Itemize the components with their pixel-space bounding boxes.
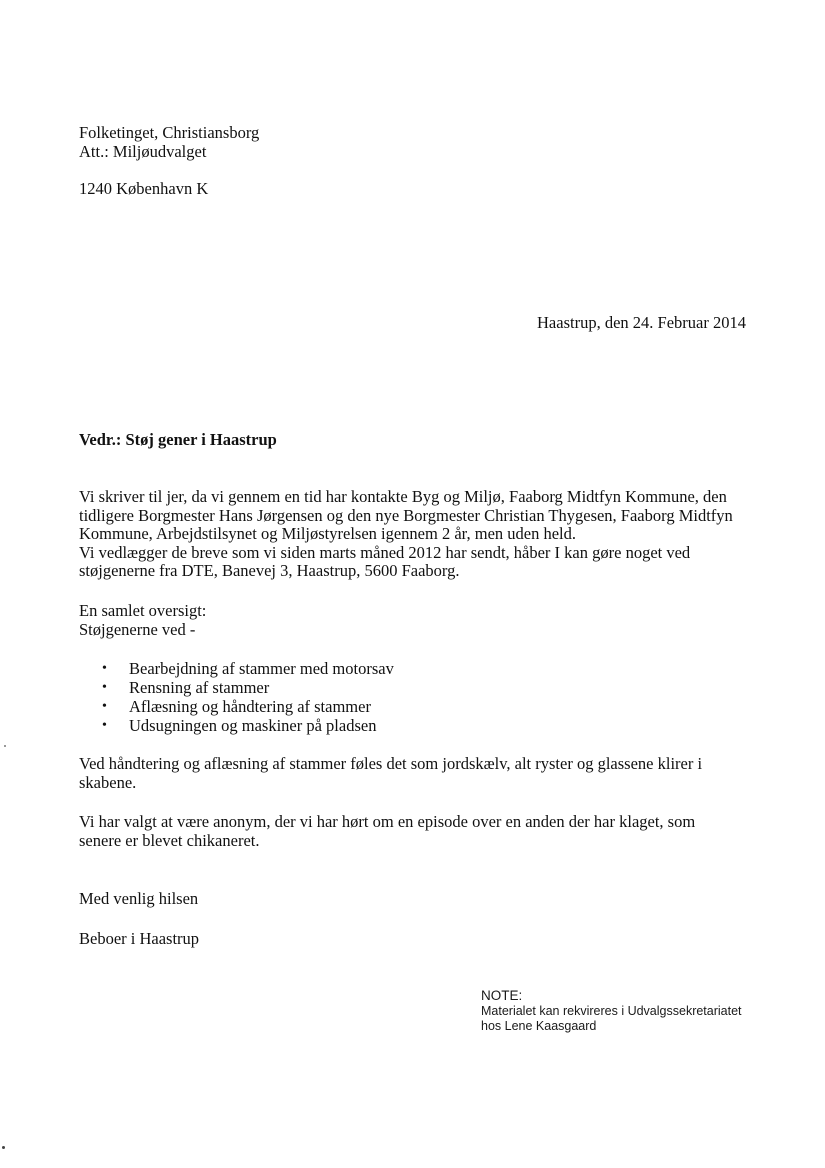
bullet-icon: • <box>102 718 107 733</box>
note-line: Materialet kan rekvireres i Udvalgssekretariatet <box>481 1003 742 1018</box>
paragraph-line: Vi vedlægger de breve som vi siden marts måned 2012 har sendt, håber I kan gøre noget ved <box>79 542 691 562</box>
paragraph-line: senere er blevet chikaneret. <box>79 830 260 850</box>
postal-address: 1240 København K <box>79 179 209 198</box>
recipient-line: Folketinget, Christiansborg <box>79 123 260 142</box>
paragraph-line: Vi har valgt at være anonym, der vi har hørt om en episode over en anden der har klaget, som <box>79 812 696 831</box>
paragraph-intro <box>79 487 733 580</box>
list-item-text: Bearbejdning af stammer med motorsav <box>129 659 394 678</box>
paragraph-line: Ved håndtering og aflæsning af stammer føles det som jordskælv, alt ryster og glassene klirer i <box>79 754 703 773</box>
paragraph-overview <box>79 601 206 638</box>
letter-signature: Beboer i Haastrup <box>79 929 200 948</box>
note-line: hos Lene Kaasgaard <box>481 1019 597 1033</box>
letter-closing: Med venlig hilsen <box>79 889 199 908</box>
paragraph-line: Vi skriver til jer, da vi gennem en tid har kontakte Byg og Miljø, Faaborg Midtfyn Kommune, den <box>79 487 727 506</box>
recipient-address <box>79 123 259 161</box>
recipient-attention: Att.: Miljøudvalget <box>79 142 207 161</box>
list-item <box>100 659 394 678</box>
paragraph-line: Kommune, Arbejdstilsynet og Miljøstyrelsen igennem 2 år, men uden held. <box>79 524 577 543</box>
list-item <box>100 716 394 735</box>
note-heading: NOTE: <box>481 988 523 1003</box>
letter-subject: Vedr.: Støj gener i Haastrup <box>79 430 277 449</box>
letter-date: Haastrup, den 24. Februar 2014 <box>537 313 746 332</box>
paragraph-vibration <box>79 754 702 791</box>
bullet-icon: • <box>102 699 107 714</box>
bullet-icon: • <box>102 680 107 695</box>
list-item-text: Udsugningen og maskiner på pladsen <box>129 716 377 735</box>
paragraph-line: tidligere Borgmester Hans Jørgensen og den nye Borgmester Christian Thygesen, Faaborg Midtfyn <box>79 505 733 525</box>
paragraph-line: skabene. <box>79 772 137 792</box>
paragraph-line: støjgenerne fra DTE, Banevej 3, Haastrup, 5600 Faaborg. <box>79 561 460 580</box>
scan-speck <box>4 745 6 747</box>
list-item <box>100 697 394 716</box>
noise-sources-list <box>100 659 394 735</box>
paragraph-line: En samlet oversigt: <box>79 601 207 620</box>
paragraph-anonymity <box>79 812 695 849</box>
bullet-icon: • <box>102 661 107 676</box>
list-item <box>100 678 394 697</box>
list-item-text: Rensning af stammer <box>129 678 270 697</box>
list-item-text: Aflæsning og håndtering af stammer <box>129 697 371 716</box>
scan-speck <box>2 1146 5 1149</box>
paragraph-line: Støjgenerne ved - <box>79 619 196 639</box>
note-stamp <box>481 988 742 1035</box>
